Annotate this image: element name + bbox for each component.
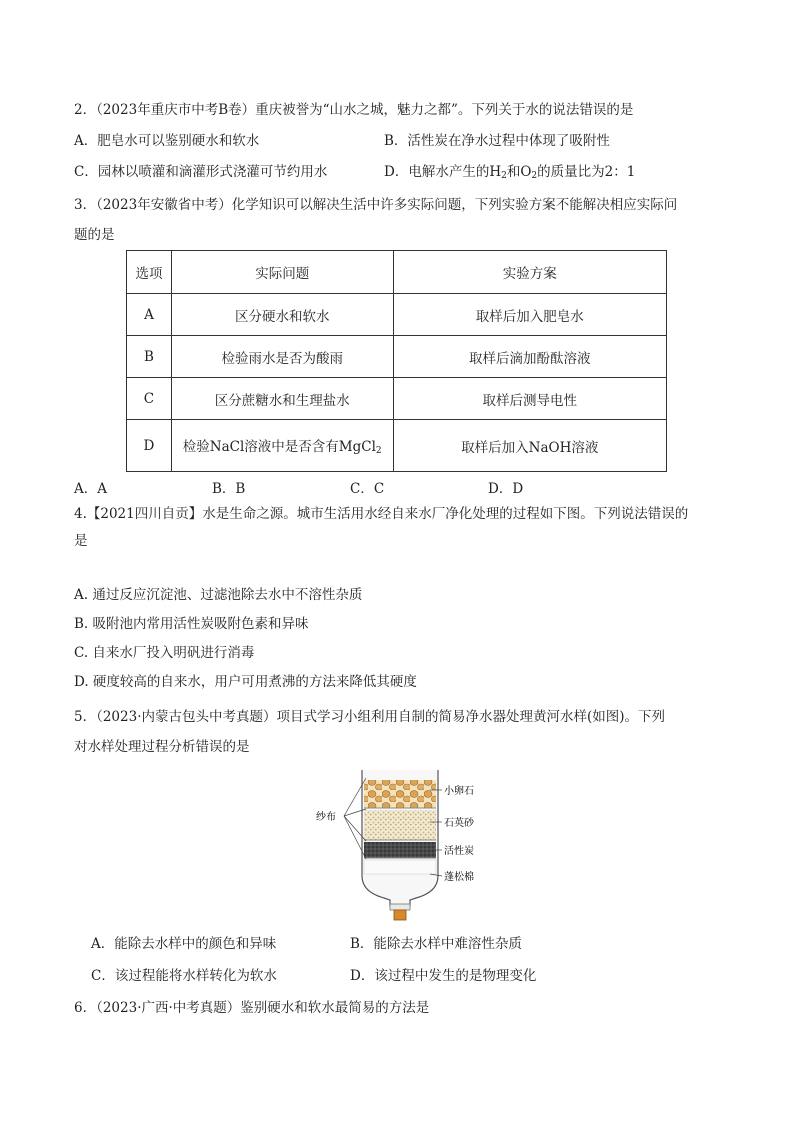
q5-option-d[interactable]: D．该过程中发生的是物理变化 — [350, 968, 537, 984]
table-cell: D — [127, 420, 172, 472]
q4-stem-line2: 是 — [74, 533, 88, 549]
water-filter-figure — [312, 766, 492, 922]
table-cell: 区分硬水和软水 — [171, 294, 393, 336]
q4-option-d[interactable]: D. 硬度较高的自来水，用户可用煮沸的方法来降低其硬度 — [74, 674, 417, 690]
q2-option-d-sub2: 2 — [531, 171, 538, 181]
table-cell: B — [127, 336, 172, 378]
figure-label-quartz-sand: 石英砂 — [444, 818, 474, 829]
q5-stem-line2: 对水样处理过程分析错误的是 — [74, 739, 250, 755]
table-cell: A — [127, 294, 172, 336]
table-cell-problem-pre: 检验NaCl溶液中是否含有MgCl — [182, 439, 376, 455]
table-header-cell: 实际问题 — [171, 251, 393, 294]
table-row — [127, 378, 667, 420]
table-row — [127, 294, 667, 336]
q4-stem-line1: 4.【2021四川自贡】水是生命之源。城市生活用水经自来水厂净化处理的过程如下图。下列说法错误的 — [74, 506, 689, 522]
q3-stem-line1: 3．（2023年安徽省中考）化学知识可以解决生活中许多实际问题，下列实验方案不能解决相应实际问 — [74, 197, 678, 213]
figure-label-pebble: 小卵石 — [444, 786, 474, 797]
q2-option-d[interactable] — [384, 162, 635, 186]
q3-option-c[interactable]: C．C — [350, 481, 385, 497]
q3-stem-line2: 题的是 — [74, 227, 115, 243]
q5-option-b[interactable]: B．能除去水样中难溶性杂质 — [350, 936, 522, 952]
q2-stem: 2．（2023年重庆市中考B卷）重庆被誉为“山水之城，魅力之都”。下列关于水的说法错误的是 — [74, 102, 634, 118]
q4-option-b[interactable]: B. 吸附池内常用活性炭吸附色素和异味 — [74, 616, 309, 632]
figure-label-activated-carbon: 活性炭 — [444, 846, 474, 857]
q2-option-d-pre: D．电解水产生的H — [384, 164, 502, 180]
q5-stem-line1: 5．（2023·内蒙古包头中考真题）项目式学习小组利用自制的简易净水器处理黄河水样(如图)。下列 — [74, 709, 666, 725]
table-header-cell: 选项 — [127, 251, 172, 294]
table-cell: 取样后滴加酚酞溶液 — [393, 336, 666, 378]
q5-option-c[interactable]: C．该过程能将水样转化为软水 — [91, 968, 277, 984]
table-row — [127, 420, 667, 472]
figure-label-gauze: 纱布 — [316, 812, 336, 823]
table-cell: 取样后加入肥皂水 — [393, 294, 666, 336]
q2-option-b[interactable]: B．活性炭在净水过程中体现了吸附性 — [384, 133, 610, 149]
table-cell: 取样后测导电性 — [393, 378, 666, 420]
figure-label-cotton: 蓬松棉 — [444, 872, 474, 883]
q3-table — [126, 250, 667, 472]
q4-option-c[interactable]: C. 自来水厂投入明矾进行消毒 — [74, 645, 255, 661]
q3-option-b[interactable]: B．B — [212, 481, 246, 497]
q3-option-d[interactable]: D．D — [488, 481, 524, 497]
table-cell: 区分蔗糖水和生理盐水 — [171, 378, 393, 420]
table-cell: 取样后加入NaOH溶液 — [393, 420, 666, 472]
q6-stem: 6．（2023·广西·中考真题）鉴别硬水和软水最简易的方法是 — [74, 1000, 430, 1016]
table-cell: C — [127, 378, 172, 420]
table-cell-problem-sub: 2 — [375, 446, 382, 456]
q5-option-a[interactable]: A．能除去水样中的颜色和异味 — [91, 936, 277, 952]
table-row — [127, 336, 667, 378]
q2-option-c[interactable]: C．园林以喷灌和滴灌形式浇灌可节约用水 — [74, 164, 328, 180]
q4-option-a[interactable]: A. 通过反应沉淀池、过滤池除去水中不溶性杂质 — [74, 587, 363, 603]
table-cell — [171, 420, 393, 472]
q2-option-d-post: 的质量比为2：1 — [537, 164, 636, 180]
table-cell: 检验雨水是否为酸雨 — [171, 336, 393, 378]
q2-option-d-mid: 和O — [506, 164, 532, 180]
table-header-row — [127, 251, 667, 294]
q2-option-a[interactable]: A．肥皂水可以鉴别硬水和软水 — [74, 133, 260, 149]
table-header-cell: 实验方案 — [393, 251, 666, 294]
q3-option-a[interactable]: A．A — [74, 481, 107, 497]
q2-option-d-sub1: 2 — [501, 171, 507, 181]
